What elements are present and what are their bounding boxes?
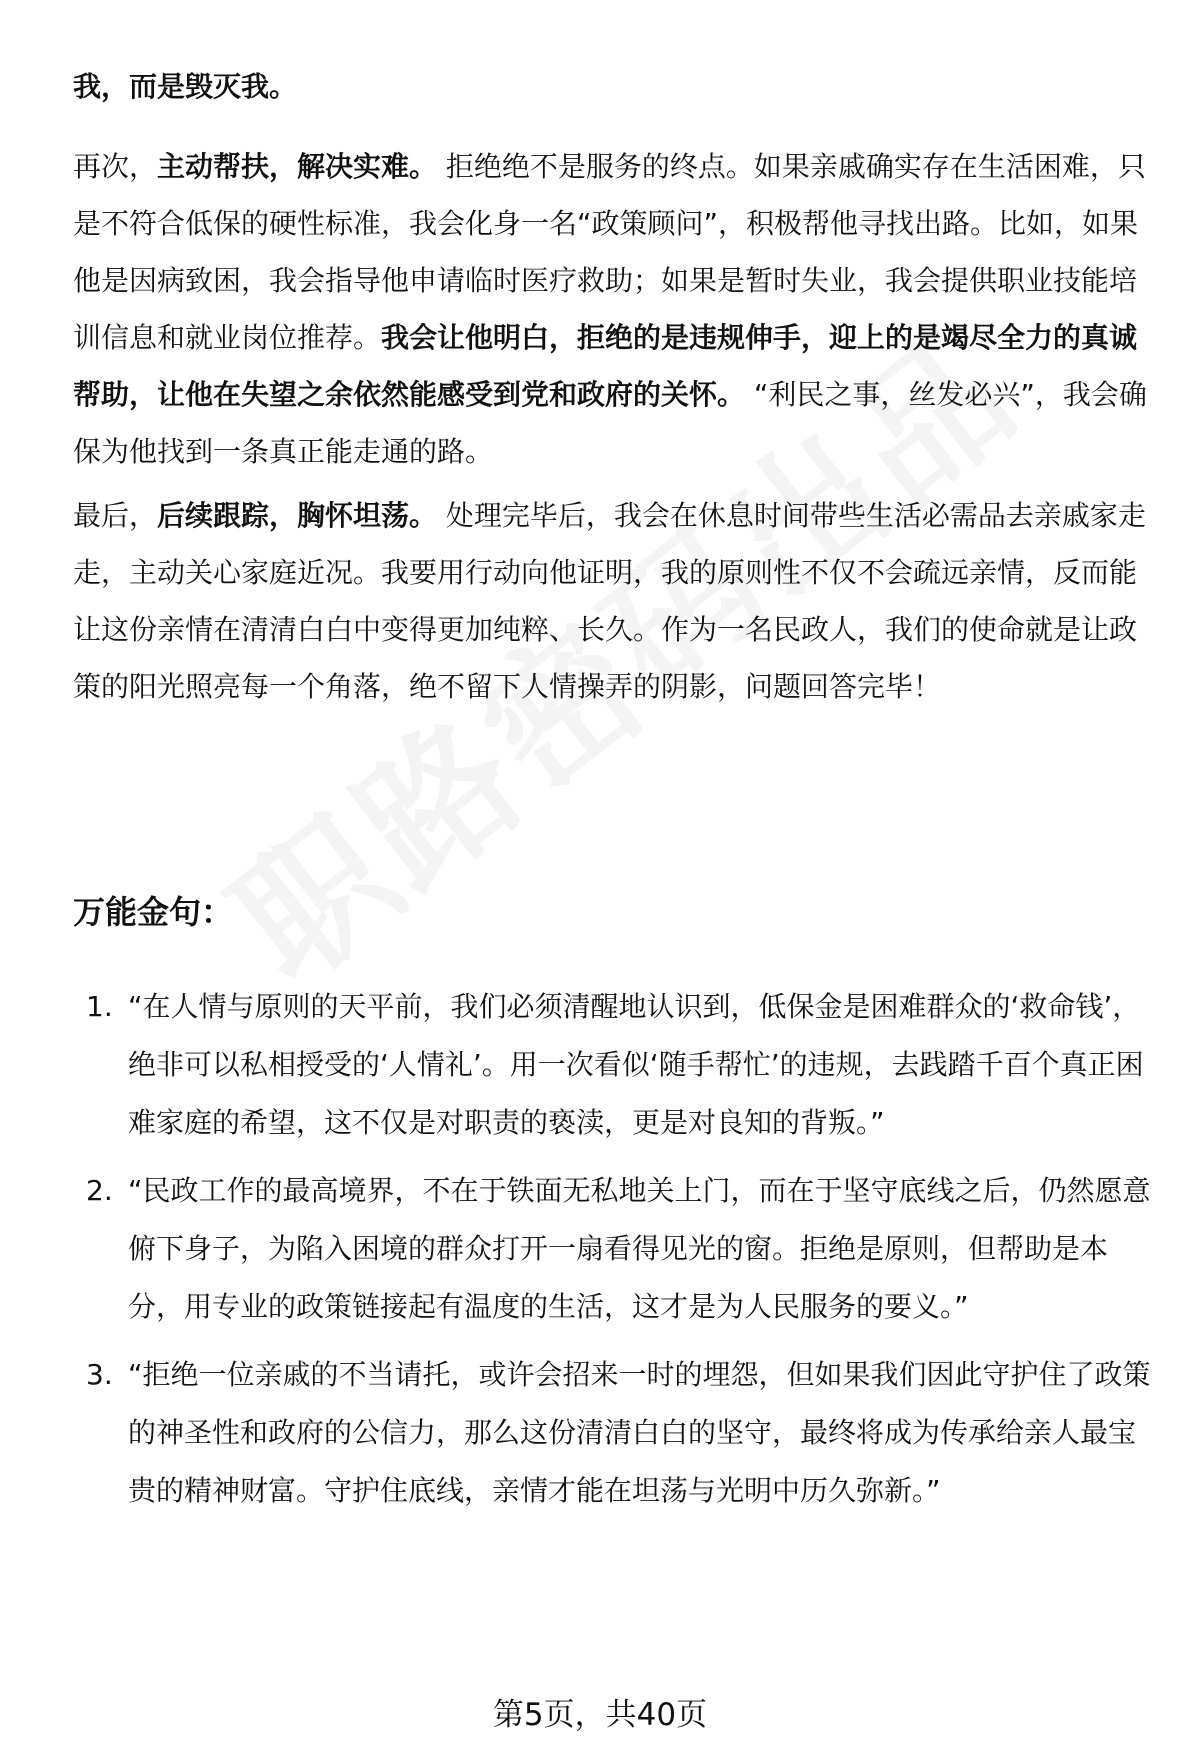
list-number: 2. bbox=[86, 1174, 113, 1207]
paragraph-text: 处理完毕后，我会在休息时间带些生活必需品去亲戚家走走，主动关心家庭近况。我要用行动向他证明，我的原则性不仅不会疏远亲情，反而能让这份亲情在清清白白中变得更加纯粹、长久。作为一名民政人，我们的使命就是让政策的阳光照亮每一个角落，绝不留下人情操弄的阴影，问题回答完毕！ bbox=[73, 499, 1146, 703]
paragraph-ending bbox=[73, 58, 1163, 115]
bold-heading-text: 主动帮扶，解决实难。 bbox=[157, 150, 438, 183]
bold-emphasis-text: 我会让他明白，拒绝的是违规伸手，迎上的是竭尽全力的真诚帮助，让他在失望之余依然能感受到党和政府的关怀。 bbox=[73, 321, 1138, 411]
paragraph-final-point bbox=[73, 487, 1163, 715]
list-item bbox=[0, 1346, 1200, 1520]
paragraph-lead: 再次， bbox=[73, 150, 158, 183]
bold-heading-text: 后续跟踪，胸怀坦荡。 bbox=[157, 499, 438, 532]
paragraph-lead: 最后， bbox=[73, 499, 158, 532]
list-item bbox=[0, 978, 1200, 1152]
bold-text: 我，而是毁灭我。 bbox=[73, 70, 298, 103]
paragraph-text: 拒绝绝不是服务的终点。如果亲戚确实存在生活困难，只是不符合低保的硬性标准，我会化身一名“政策顾问”，积极帮他寻找出路。比如，如果他是因病致困，我会指导他申请临时医疗救助；如果是暂时失业，我会提供职业技能培训信息和就业岗位推荐。 bbox=[73, 150, 1146, 354]
paragraph-text: “利民之事，丝发必兴”，我会确保为他找到一条真正能走通的路。 bbox=[73, 378, 1147, 468]
list-item-text: “拒绝一位亲戚的不当请托，或许会招来一时的埋怨，但如果我们因此守护住了政策的神圣性和政府的公信力，那么这份清清白白的坚守，最终将成为传承给亲人最宝贵的精神财富。守护住底线，亲情才能在坦荡与光明中历久弥新。” bbox=[128, 1358, 1151, 1507]
list-number: 1. bbox=[86, 990, 113, 1023]
list-item-text: “在人情与原则的天平前，我们必须清醒地认识到，低保金是困难群众的‘救命钱’，绝非可以私相授受的‘人情礼’。用一次看似‘随手帮忙’的违规，去践踏千百个真正困难家庭的希望，这不仅是对职责的亵渎，更是对良知的背叛。” bbox=[128, 990, 1144, 1139]
list-item bbox=[0, 1162, 1200, 1336]
list-item-text: “民政工作的最高境界，不在于铁面无私地关上门，而在于坚守底线之后，仍然愿意俯下身子，为陷入困境的群众打开一扇看得见光的窗。拒绝是原则，但帮助是本分，用专业的政策链接起有温度的生活，这才是为人民服务的要义。” bbox=[128, 1174, 1151, 1323]
section-heading: 万能金句： bbox=[73, 893, 234, 931]
quotes-list bbox=[0, 978, 1200, 1530]
list-number: 3. bbox=[86, 1358, 113, 1391]
page-number: 第5页，共40页 bbox=[492, 1697, 708, 1733]
paragraph-third-point bbox=[73, 138, 1163, 480]
